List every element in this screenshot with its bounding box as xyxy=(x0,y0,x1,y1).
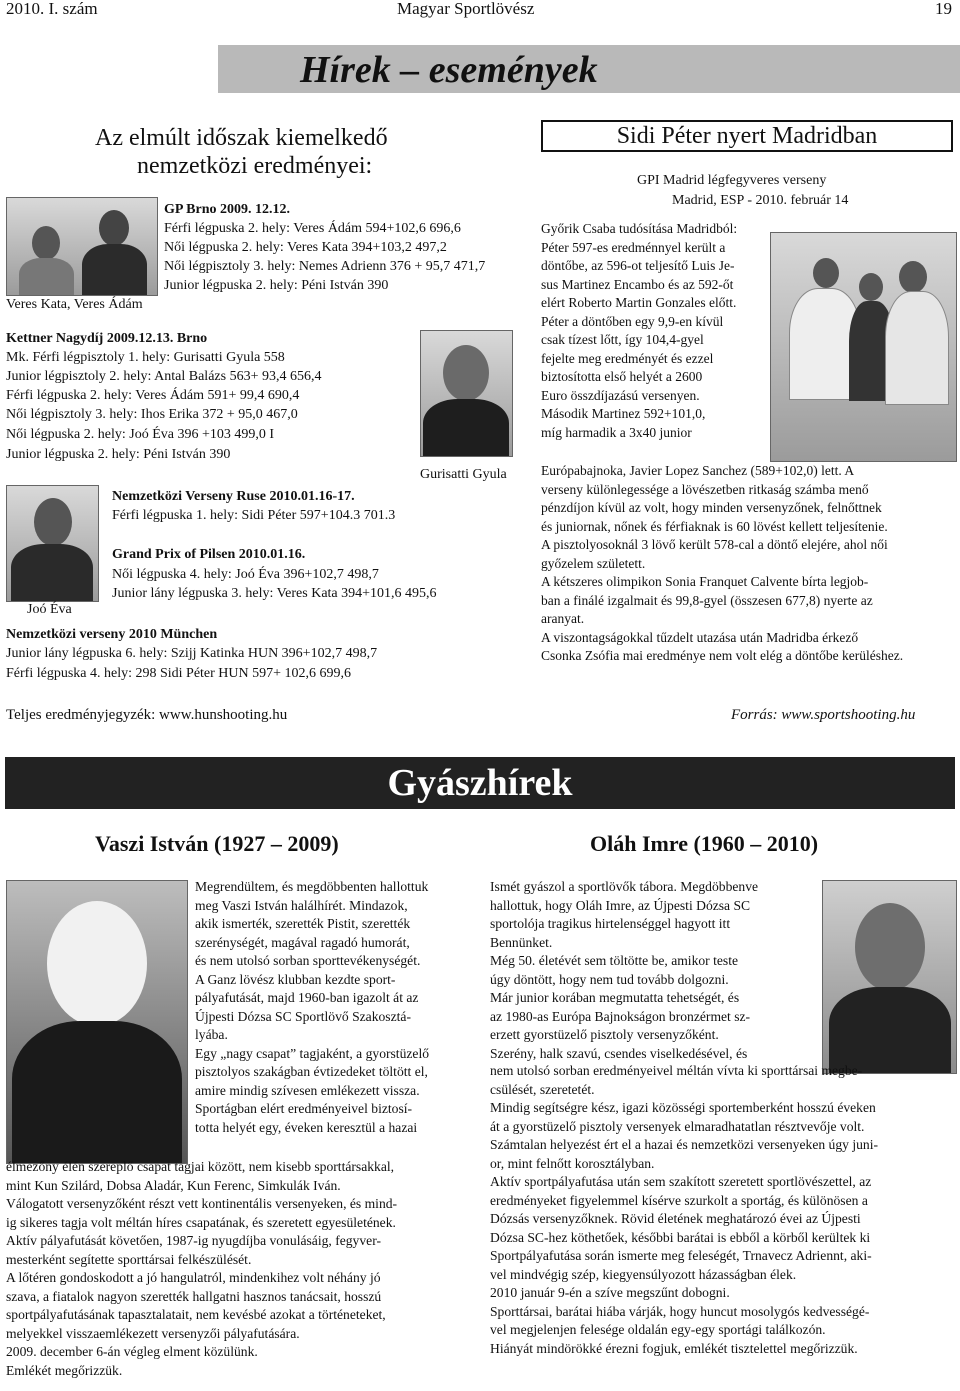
madrid-sub2: Madrid, ESP - 2010. február 14 xyxy=(672,193,849,208)
madrid-sub1: GPI Madrid légfegyveres verseny xyxy=(637,173,827,188)
results-heading-line2: nemzetközi eredményei: xyxy=(137,153,373,179)
madrid-photo xyxy=(770,232,957,462)
olah-wide-text: nem utolsó sorban eredményeivel méltán vívta ki sporttársai megbe- csülését, szeretetét. Mindig segítségre kész, igazi közösségi sportemberként hosszú éveken át a gyorstüzelő pisztoly versenyek elmaradhatatlan résztvevője volt. Számtalan helyezést ért el a hazai és nemzetközi versenyeken úgy juni- or, mint felnőtt korosztályban. Aktív sportpályafutása után sem szakított szeretett sportlövészettel, az eredményeket figyelemmel kísérve szurkolt a sportág, és különösen a Dózsás versenyzőknek. Rövid életének meghatározó évei az Újpesti Dózsa SC-hez köthetőek, későbbi barátai is ebből a körből kerültek ki Sportpályafutása során ismerte meg feleségét, Trnavecz Adriennt, aki- vel mindvégig szép, kiegyensúlyozott házasságban élek. 2010 január 9-én a szíve megszűnt dobogni. Sporttársai, barátai hiába várják, hogy huncut mosolygós kedvességé- vel megjelenjen felesége oldalán egy-egy sportági találkozón. Hiányát mindörökké érezni fogjuk, emlékét tisztelettel megőrizzük. xyxy=(490,1063,879,1356)
vaszi-narrow-text: Megrendültem, és megdöbbenten hallottuk meg Vaszi István halálhírét. Mindazok, akik ismerték, szerették Pistit, szerették szerénységét, magával ragadó humorát, és nem utolsó sorban sporttevékenységét. A Ganz lövész klubban kezdte sport- pályafutását, majd 1960-ban igazolt át az Újpesti Dózsa SC Sportlövő Szakosztá- lyába. Egy „nagy csapat” tagjaként, a gyorstüzelő pisztolyos szakágban évtizedeket töltött el, amire mindig szívesen emlékezett vissza. Sportágban elért eredményeivel biztosí- totta helyét egy, éveken keresztül a hazai xyxy=(195,879,430,1135)
veres-photo xyxy=(6,197,158,296)
brno-line: Női légpisztoly 3. hely: Nemes Adrienn 376 + 95,7 471,7 xyxy=(164,259,486,274)
vaszi-title: Vaszi István (1927 – 2009) xyxy=(95,831,339,856)
kettner-line: Férfi légpuska 2. hely: Veres Ádám 591+ 99,4 690,4 xyxy=(6,388,300,403)
madrid-narrow-text: Győrik Csaba tudósítása Madridból: Péter 597-es eredménnyel került a döntőbe, az 596-ot teljesítő Luis Je- sus Martinez Encambo és az 592-őt elért Roberto Martin Gonzales előtt. Péter a döntőben egy 9,9-en kívül csak tízest lőtt, így 104,4-gyel fejelte meg eredményét és ezzel biztosította első helyét a 2600 Euro összdíjazású versenyen. Második Martinez 592+101,0, míg harmadik a 3x40 junior xyxy=(541,221,738,440)
ruse-line: Férfi légpuska 1. hely: Sidi Péter 597+104.3 701.3 xyxy=(112,508,396,523)
kettner-line: Női légpisztoly 3. hely: Ihos Erika 372 + 95,0 467,0 xyxy=(6,407,298,422)
olah-narrow-text: Ismét gyászol a sportlövők tábora. Megdöbbenve hallottuk, hogy Oláh Imre, az Újpesti Dózsa SC sportolója tragikus hirtelenséggel hagyott itt Bennünket. Még 50. életévét sem töltötte be, amikor teste úgy döntött, hogy nem tud tovább dolgozni. Már junior korában megmutatta tehetségét, és az 1980-as Európa Bajnokságon bronzérmet sz- erzett gyorstüzelő pisztoly versenyzőként. Szerény, halk szavú, csendes viselkedésével, és xyxy=(490,879,759,1061)
munchen-line: Férfi légpuska 4. hely: 298 Sidi Péter HUN 597+ 102,6 699,6 xyxy=(6,666,352,681)
kettner-line: Mk. Férfi légpisztoly 1. hely: Gurisatti Gyula 558 xyxy=(6,350,285,365)
brno-title: GP Brno 2009. 12.12. xyxy=(164,202,291,217)
kettner-title: Kettner Nagydíj 2009.12.13. Brno xyxy=(6,331,208,346)
magazine-name: Magyar Sportlövész xyxy=(397,0,535,18)
photo3-caption: Joó Éva xyxy=(27,602,72,617)
page-header xyxy=(0,0,960,22)
obituary-banner: Gyászhírek xyxy=(5,757,955,809)
section-title: Hírek – események xyxy=(300,49,598,91)
photo1-caption: Veres Kata, Veres Ádám xyxy=(6,297,143,312)
results-link[interactable]: Teljes eredményjegyzék: www.hunshooting.hu xyxy=(6,707,288,723)
pilsen-title: Grand Prix of Pilsen 2010.01.16. xyxy=(112,547,306,562)
vaszi-wide-text: élmezőny élén szereplő csapat tagjai között, nem kisebb sporttársakkal, mint Kun Szilárd, Dobsa Aladár, Kun Ferenc, Simkulák Iván. Válogatott versenyzőként részt vett kontinentális versenyeken, és mind- ig sikeres tagja volt méltán híres csapatának, és szeretett egyesületének. Aktív pályafutását követően, 1987-ig nyugdíjba vonulásáig, fegyver- mesterként segítette sporttársai felkészülését. A lőtéren gondoskodott a jó hangulatról, mindenkihez volt néhány jó szava, a fiatalok nagyon szerették hallgatni hasznos tanácsait, hosszú sportpályafutásának tapasztalatait, nem kevésbé azokat a történeteket, melyekkel visszaemlékezett versenyzői pályafutására. 2009. december 6-án végleg elment közülünk. Emlékét megőrizzük. xyxy=(6,1159,398,1378)
olah-photo xyxy=(822,880,957,1074)
munchen-title: Nemzetközi verseny 2010 München xyxy=(6,627,218,642)
madrid-title: Sidi Péter nyert Madridban xyxy=(541,120,953,152)
pilsen-line: Junior lány légpuska 3. hely: Veres Kata 394+101,6 495,6 xyxy=(112,586,437,601)
issue-label: 2010. I. szám xyxy=(6,0,98,18)
madrid-wide-text: Európabajnoka, Javier Lopez Sanchez (589+102,0) lett. A verseny különlegessége a lövészetben ritkaság számba menő pénzdíjon kívül az volt, hogy minden versenyzőnek, felnőttnek és juniornak, nőnek és férfiaknak is 60 lövést kellett teljesítenie. A pisztolyosoknál 3 lövő került 578-cal a döntő elejére, ahol női győzelem született. A kétszeres olimpikon Sonia Franquet Calvente bírta legjob- ban a finálé izgalmait és 99,8-gyel (összesen 677,8) nyerte az aranyat. A viszontagságokkal tűzdelt utazása után Madridba érkező Csonka Zsófia mai eredménye nem volt elég a döntőbe kerüléshez. xyxy=(541,463,904,663)
pilsen-line: Női légpuska 4. hely: Joó Éva 396+102,7 498,7 xyxy=(112,567,379,582)
kettner-line: Junior légpuska 2. hely: Péni István 390 xyxy=(6,447,231,462)
brno-line: Női légpuska 2. hely: Veres Kata 394+103,2 497,2 xyxy=(164,240,447,255)
munchen-line: Junior lány légpuska 6. hely: Szijj Katinka HUN 396+102,7 498,7 xyxy=(6,646,378,661)
photo2-caption: Gurisatti Gyula xyxy=(420,467,507,482)
brno-line: Férfi légpuska 2. hely: Veres Ádám 594+102,6 696,6 xyxy=(164,221,461,236)
gurisatti-photo xyxy=(420,330,513,457)
page-number: 19 xyxy=(935,0,952,18)
brno-line: Junior légpuska 2. hely: Péni István 390 xyxy=(164,278,389,293)
vaszi-photo xyxy=(6,880,188,1164)
ruse-title: Nemzetközi Verseny Ruse 2010.01.16-17. xyxy=(112,489,355,504)
kettner-line: Női légpuska 2. hely: Joó Éva 396 +103 499,0 I xyxy=(6,427,275,442)
results-heading-line1: Az elmúlt időszak kiemelkedő xyxy=(95,125,388,151)
madrid-source: Forrás: www.sportshooting.hu xyxy=(731,707,916,723)
joo-photo xyxy=(6,485,99,602)
kettner-line: Junior légpisztoly 2. hely: Antal Balázs 563+ 93,4 656,4 xyxy=(6,369,322,384)
olah-title: Oláh Imre (1960 – 2010) xyxy=(590,831,819,856)
